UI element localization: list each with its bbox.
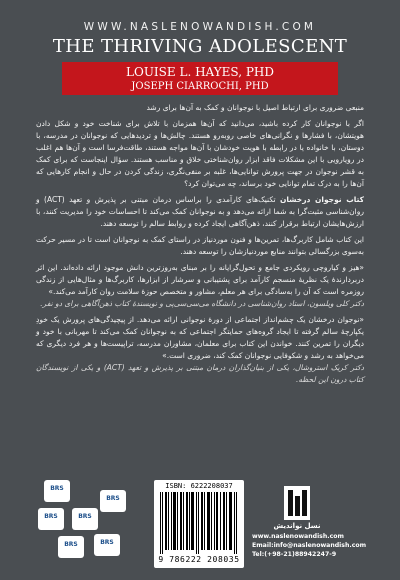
badge-logo-icon: BRS (94, 534, 120, 556)
endorsement-strosahl (36, 314, 364, 386)
endorsement-strosahl-quote: «نوجوان درخشان یک چشم‌انداز اجتماعی از دورهٔ نوجوانی ارائه می‌دهد. از پیچیدگی‌های پرورش یک خودِ یکپارچهٔ سالم گرفته تا ایجاد گروه‌های حمایتگر اجتماعی که به نوجوانان کمک می‌کند تا مهربانی با خود و دیگران را تمرین کنند. خواندن این کتاب برای معلمان، مشاوران مدرسه، تراپیست‌ها و هر فرد دیگری که می‌خواهد به رشد و شکوفایی نوجوانان کمک کند، ضروری است.» (36, 315, 364, 360)
blurb-text (36, 102, 364, 390)
isbn-barcode (154, 480, 244, 568)
author-louise-hayes: LOUISE L. HAYES, PHD (126, 65, 274, 79)
endorsement-wilson (36, 262, 364, 310)
badge-logo-icon: BRS (72, 508, 98, 530)
endorsement-wilson-quote: «هیز و کیاروچی رویکردی جامع و تحول‌گرایانه را بر مبنای به‌روزترین دانش موجود ارائه داده‌اند. این اثر دربردارندهٔ یک نظریهٔ منسجم کارآمد برای پشتیبانی و سرشار از ابزارها، کاربرگ‌ها و مثال‌هایی از زندگی روزمره است که آن را به‌سادگی برای هر معلم، مشاور و متخصص حوزهٔ سلامت روان کارآمد می‌کند.» (36, 263, 364, 296)
barcode-number: 9 786222 208035 (158, 555, 240, 564)
endorsement-wilson-attribution: دکتر کلی ویلسون، استاد روان‌شناسی در دانشگاه می‌سی‌سی‌پی و نویسندهٔ کتاب ذهن‌آگاهی برای دو نفر. (40, 299, 364, 308)
badge-logo-icon: BRS (38, 508, 64, 530)
publisher-name: نسل نواندیش (273, 522, 321, 530)
badge-logo-icon: BRS (58, 536, 84, 558)
barcode-icon (158, 492, 240, 554)
blurb-contents: این کتاب شامل کاربرگ‌ها، تمرین‌ها و فنون موردنیاز در راستای کمک به نوجوانان است تا در مسیر حرکت به‌سوی بزرگسالی بتوانند منابع موردنیازشان را توسعه دهند. (36, 235, 364, 256)
blurb-tagline: منبعی ضروری برای ارتباط اصیل با نوجوانان و کمک به آن‌ها برای رشد (146, 103, 364, 112)
book-title: THE THRIVING ADOLESCENT (52, 36, 348, 57)
blurb-book-description-text: تکنیک‌های کارآمدی را براساس درمان مبتنی بر پذیرش و تعهد (ACT) و روان‌شناسی مثبت‌گرا به شما ارائه می‌دهد و به نوجوانان کمک می‌کند تا احساسات خود را مدیریت کنند، با ارزش‌هایشان ارتباط برقرار کنند، ذهن‌آگاهی ایجاد کرده و روابط سالم را توسعه دهند. (36, 195, 364, 228)
cover-footer (0, 474, 400, 580)
endorsement-strosahl-attribution: دکتر کریک استروشال، یکی از بنیان‌گذاران درمان مبتنی بر پذیرش و تعهد (ACT) و یکی از نویسندگان کتاب درون این لحظه. (36, 363, 364, 384)
publisher-email[interactable]: Email:info@naslenowandish.com (252, 542, 367, 549)
blurb-book-description (36, 194, 364, 230)
website-url: WWW.NASLENOWANDISH.COM (83, 21, 317, 33)
publisher-phone: Tel:(+98-21)88942247-9 (252, 551, 337, 558)
book-name-persian: کتاب نوجوان درخشان (279, 195, 364, 204)
author-joseph-ciarrochi: JOSEPH CIARROCHI, PHD (131, 81, 269, 92)
isbn-label: ISBN: 6222208037 (165, 482, 233, 490)
cover-header (0, 0, 400, 98)
publisher-logo-icon (284, 486, 310, 520)
badge-logo-icon: BRS (44, 480, 70, 502)
publisher-website[interactable]: www.naslenowandish.com (252, 533, 344, 540)
award-logos (38, 480, 130, 560)
blurb-intro: اگر با نوجوانان کار کرده باشید، می‌دانید که آن‌ها همزمان با تلاش برای شناخت خود و شکل دادن هویتشان، با فشارها و نگرانی‌های خاصی روبه‌رو هستند. چالش‌ها و تردیدهایی که نوجوانان در مدرسه، با دوستان، با خانواده یا در رابطه با هویت خودشان با آن‌ها مواجه هستند، طاقت‌فرسا است و آن‌ها هم اغلب در رویارویی با این مشکلات فاقد ابزار روان‌شناختی خلاق و مناسب هستند. سؤال اینجاست که برای کمک به قشر نوجوان در جهت پرورش توانایی‌ها، غلبه بر منفی‌نگری، زندگی کردن در حال و انجام کارهایی که آن‌ها را به درک تمام توانایی خود برساند، چه می‌توان کرد؟ (36, 119, 364, 188)
badge-logo-icon: BRS (100, 490, 126, 512)
